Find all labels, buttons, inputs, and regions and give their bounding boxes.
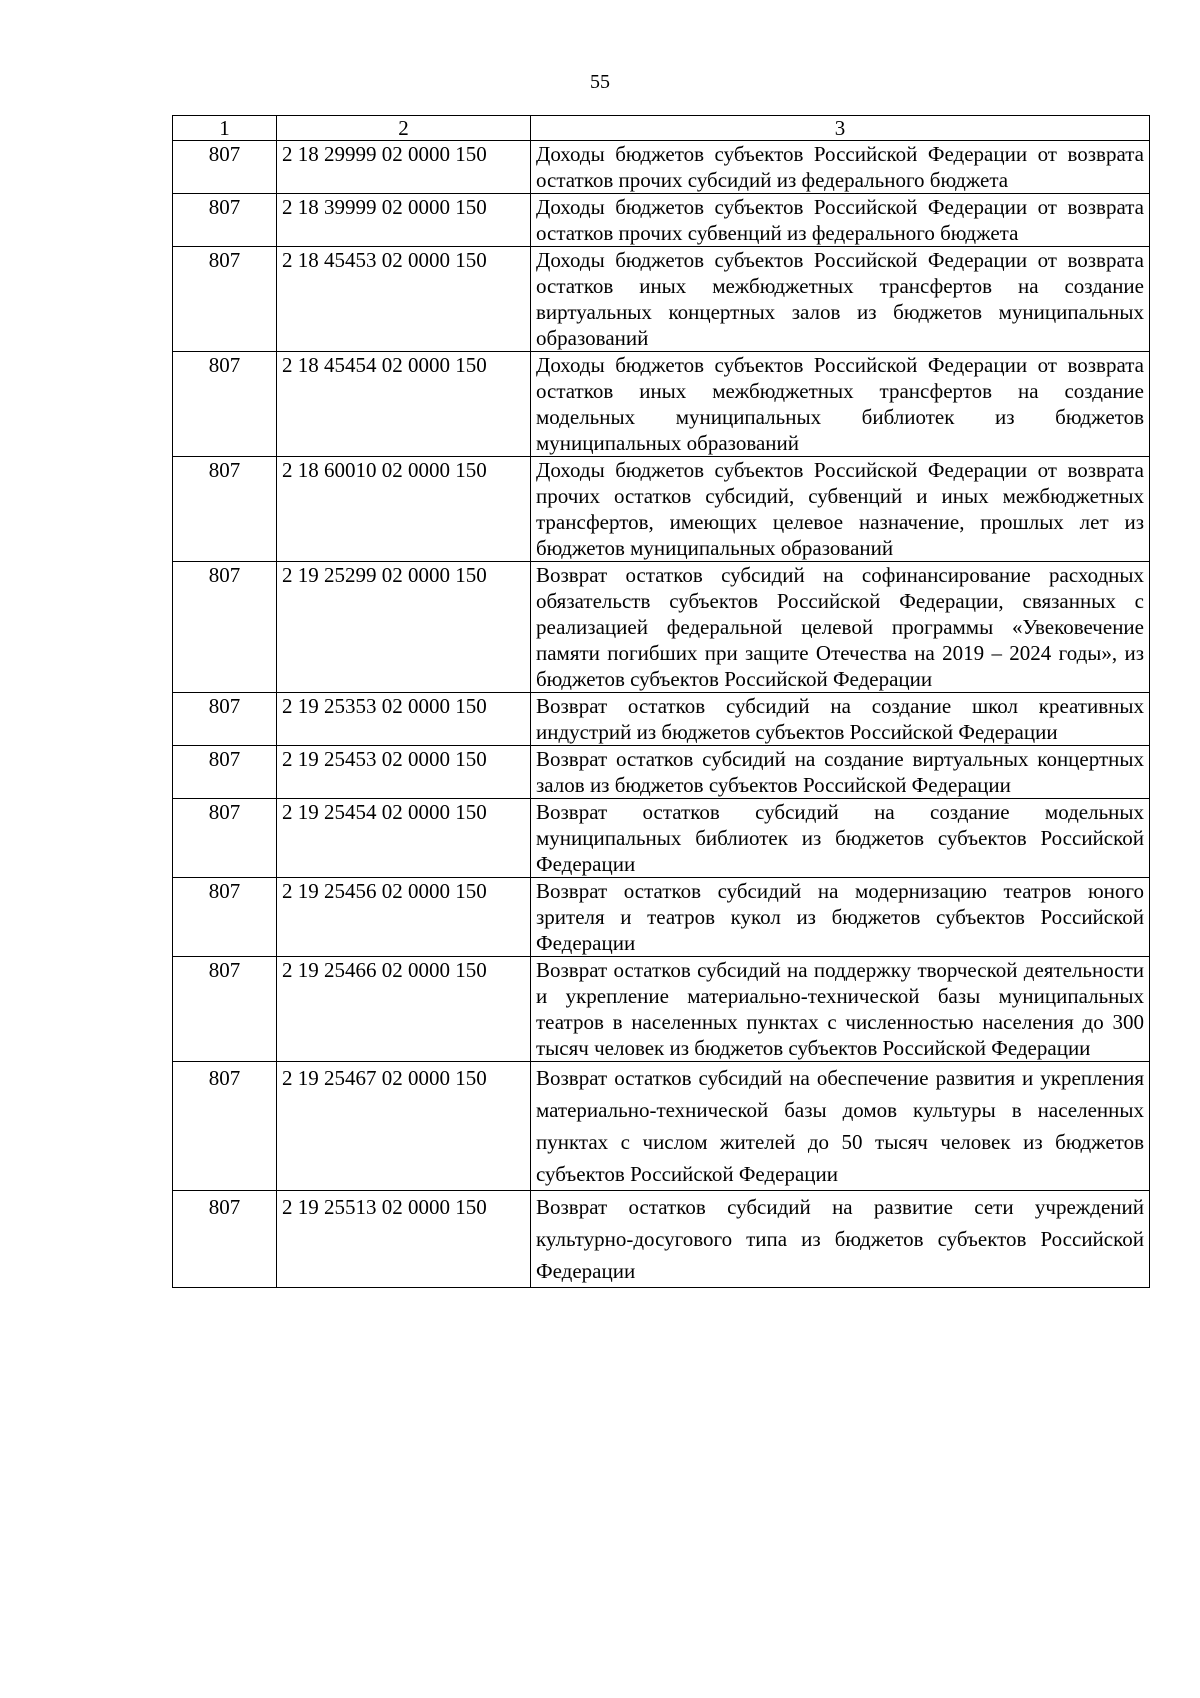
admin-code-cell: 807 bbox=[173, 247, 277, 352]
budget-code-cell: 2 19 25456 02 0000 150 bbox=[277, 878, 531, 957]
admin-code-cell: 807 bbox=[173, 457, 277, 562]
column-header-2: 2 bbox=[277, 116, 531, 141]
admin-code-cell: 807 bbox=[173, 957, 277, 1062]
table-row bbox=[173, 352, 1150, 457]
admin-code-cell: 807 bbox=[173, 1062, 277, 1191]
admin-code-cell: 807 bbox=[173, 141, 277, 194]
budget-code-cell: 2 18 60010 02 0000 150 bbox=[277, 457, 531, 562]
table-row bbox=[173, 247, 1150, 352]
description-cell: Возврат остатков субсидий на развитие сети учреждений культурно-досугового типа из бюджетов субъектов Российской Федерации bbox=[531, 1191, 1150, 1288]
description-cell: Доходы бюджетов субъектов Российской Федерации от возврата остатков прочих субсидий из федерального бюджета bbox=[531, 141, 1150, 194]
description-cell: Доходы бюджетов субъектов Российской Федерации от возврата прочих остатков субсидий, субвенций и иных межбюджетных трансфертов, имеющих целевое назначение, прошлых лет из бюджетов муниципальных образований bbox=[531, 457, 1150, 562]
budget-code-cell: 2 19 25453 02 0000 150 bbox=[277, 746, 531, 799]
table-row bbox=[173, 562, 1150, 693]
admin-code-cell: 807 bbox=[173, 1191, 277, 1288]
admin-code-cell: 807 bbox=[173, 562, 277, 693]
table-row bbox=[173, 693, 1150, 746]
budget-code-cell: 2 19 25513 02 0000 150 bbox=[277, 1191, 531, 1288]
description-cell: Доходы бюджетов субъектов Российской Федерации от возврата остатков иных межбюджетных трансфертов на создание модельных муниципальных библиотек из бюджетов муниципальных образований bbox=[531, 352, 1150, 457]
description-cell: Доходы бюджетов субъектов Российской Федерации от возврата остатков прочих субвенций из федерального бюджета bbox=[531, 194, 1150, 247]
admin-code-cell: 807 bbox=[173, 352, 277, 457]
budget-code-cell: 2 19 25454 02 0000 150 bbox=[277, 799, 531, 878]
table-row bbox=[173, 194, 1150, 247]
description-cell: Возврат остатков субсидий на создание модельных муниципальных библиотек из бюджетов субъектов Российской Федерации bbox=[531, 799, 1150, 878]
table-row bbox=[173, 1062, 1150, 1191]
table-row bbox=[173, 799, 1150, 878]
budget-code-cell: 2 18 39999 02 0000 150 bbox=[277, 194, 531, 247]
description-cell: Возврат остатков субсидий на обеспечение развития и укрепления материально-технической базы домов культуры в населенных пунктах с числом жителей до 50 тысяч человек из бюджетов субъектов Российской Федерации bbox=[531, 1062, 1150, 1191]
budget-code-cell: 2 19 25467 02 0000 150 bbox=[277, 1062, 531, 1191]
budget-code-cell: 2 18 29999 02 0000 150 bbox=[277, 141, 531, 194]
budget-code-cell: 2 19 25353 02 0000 150 bbox=[277, 693, 531, 746]
column-header-1: 1 bbox=[173, 116, 277, 141]
description-cell: Возврат остатков субсидий на софинансирование расходных обязательств субъектов Российской Федерации, связанных с реализацией федеральной целевой программы «Увековечение памяти погибших при защите Отечества на 2019 – 2024 годы», из бюджетов субъектов Российской Федерации bbox=[531, 562, 1150, 693]
table-row bbox=[173, 746, 1150, 799]
page-number: 55 bbox=[590, 71, 610, 93]
table-row bbox=[173, 457, 1150, 562]
description-cell: Возврат остатков субсидий на модернизацию театров юного зрителя и театров кукол из бюджетов субъектов Российской Федерации bbox=[531, 878, 1150, 957]
description-cell: Возврат остатков субсидий на создание школ креативных индустрий из бюджетов субъектов Российской Федерации bbox=[531, 693, 1150, 746]
table-row bbox=[173, 878, 1150, 957]
budget-code-cell: 2 18 45453 02 0000 150 bbox=[277, 247, 531, 352]
budget-code-cell: 2 19 25299 02 0000 150 bbox=[277, 562, 531, 693]
column-header-3: 3 bbox=[531, 116, 1150, 141]
description-cell: Возврат остатков субсидий на поддержку творческой деятельности и укрепление материально-технической базы муниципальных театров в населенных пунктах с численностью населения до 300 тысяч человек из бюджетов субъектов Российской Федерации bbox=[531, 957, 1150, 1062]
admin-code-cell: 807 bbox=[173, 878, 277, 957]
admin-code-cell: 807 bbox=[173, 693, 277, 746]
table-row bbox=[173, 957, 1150, 1062]
admin-code-cell: 807 bbox=[173, 194, 277, 247]
description-cell: Возврат остатков субсидий на создание виртуальных концертных залов из бюджетов субъектов Российской Федерации bbox=[531, 746, 1150, 799]
admin-code-cell: 807 bbox=[173, 799, 277, 878]
budget-code-table bbox=[172, 115, 1150, 1288]
description-cell: Доходы бюджетов субъектов Российской Федерации от возврата остатков иных межбюджетных трансфертов на создание виртуальных концертных залов из бюджетов муниципальных образований bbox=[531, 247, 1150, 352]
admin-code-cell: 807 bbox=[173, 746, 277, 799]
table-row bbox=[173, 141, 1150, 194]
table-row bbox=[173, 1191, 1150, 1288]
budget-code-cell: 2 18 45454 02 0000 150 bbox=[277, 352, 531, 457]
table-header-row bbox=[173, 116, 1150, 141]
budget-code-cell: 2 19 25466 02 0000 150 bbox=[277, 957, 531, 1062]
